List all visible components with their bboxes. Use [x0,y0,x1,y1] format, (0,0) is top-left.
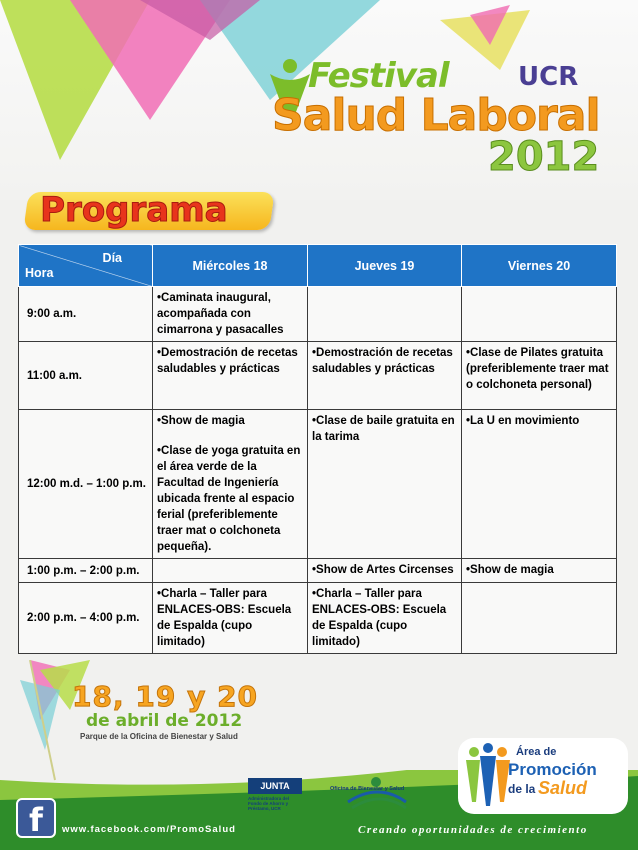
activity-item: •Show de Artes Circenses [312,564,454,576]
activity-cell [153,287,308,342]
junta-subtitle: Administradora del Fondo de Ahorro y Préstamo, UCR [248,796,290,811]
facebook-icon[interactable]: f [16,798,56,838]
corner-dia-label: Día [102,251,122,265]
schedule-table [18,244,617,654]
activity-cell [308,583,462,654]
promo-dela-label: de la [508,782,536,796]
day-header: Miércoles 18 [153,245,308,287]
festival-logo [262,48,622,178]
event-month: de abril de 2012 [86,711,243,731]
activity-cell [462,410,617,559]
logo-year: 2012 [488,134,600,180]
activity-item: •Caminata inaugural, acompañada con cimarrona y pasacalles [157,292,284,336]
programa-badge [23,192,274,230]
programa-title: Programa [40,190,228,230]
activity-cell [308,342,462,410]
activity-cell [153,410,308,559]
activity-item: •Demostración de recetas saludables y prácticas [157,347,298,375]
activity-item: •Show de magia [157,415,245,427]
table-row [19,342,617,410]
activity-cell [462,583,617,654]
activity-item: •Charla – Taller para ENLACES-OBS: Escuela de Espalda (cupo limitado) [312,588,447,648]
event-place: Parque de la Oficina de Bienestar y Salud [80,732,238,741]
corner-hora-label: Hora [25,266,54,280]
logo-ucr: UCR [518,62,579,92]
logo-salud-laboral: Salud Laboral [272,90,600,141]
promo-salud-label: Salud [538,778,588,798]
promo-promocion-label: Promoción [508,760,597,779]
footer-slogan: Creando oportunidades de crecimiento [358,824,588,836]
oficina-logo [328,772,408,818]
day-header: Viernes 20 [462,245,617,287]
activity-cell [462,559,617,583]
table-row [19,583,617,654]
table-row [19,287,617,342]
activity-cell [462,287,617,342]
table-row [19,410,617,559]
activity-cell [308,410,462,559]
activity-item: •Clase de yoga gratuita en el área verde de la Facultad de Ingeniería ubicada frente al espacio ferial (preferiblemente traer mat o colchoneta pequeña). [157,445,301,553]
logo-festival: Festival [308,56,449,96]
promocion-salud-logo [458,738,628,814]
junta-label: JUNTA [248,778,302,794]
people-icon [462,742,512,812]
activity-item: •Show de magia [466,564,554,576]
time-cell: 1:00 p.m. – 2:00 p.m. [19,559,153,583]
oficina-swoosh-icon [328,772,408,818]
time-cell: 11:00 a.m. [19,342,153,410]
event-dates [72,680,258,741]
day-header: Jueves 19 [308,245,462,287]
activity-cell [462,342,617,410]
activity-cell [153,583,308,654]
table-header-row [19,245,617,287]
corner-header [19,245,153,287]
activity-cell [308,287,462,342]
activity-item: •La U en movimiento [466,415,580,427]
table-row [19,559,617,583]
oficina-label: Oficina de Bienestar y Salud [330,786,405,792]
activity-cell [153,342,308,410]
time-cell: 2:00 p.m. – 4:00 p.m. [19,583,153,654]
time-cell: 12:00 m.d. – 1:00 p.m. [19,410,153,559]
promo-area-label: Área de [516,746,557,758]
activity-item: •Demostración de recetas saludables y prácticas [312,347,453,375]
activity-item: •Clase de baile gratuita en la tarima [312,415,455,443]
facebook-url[interactable]: www.facebook.com/PromoSalud [62,824,236,835]
activity-cell [153,559,308,583]
time-cell: 9:00 a.m. [19,287,153,342]
event-days: 18, 19 y 20 [72,680,259,713]
junta-logo [248,778,302,811]
activity-item: •Clase de Pilates gratuita (preferiblemente traer mat o colchoneta personal) [466,347,609,391]
activity-cell [308,559,462,583]
activity-item: •Charla – Taller para ENLACES-OBS: Escuela de Espalda (cupo limitado) [157,588,292,648]
